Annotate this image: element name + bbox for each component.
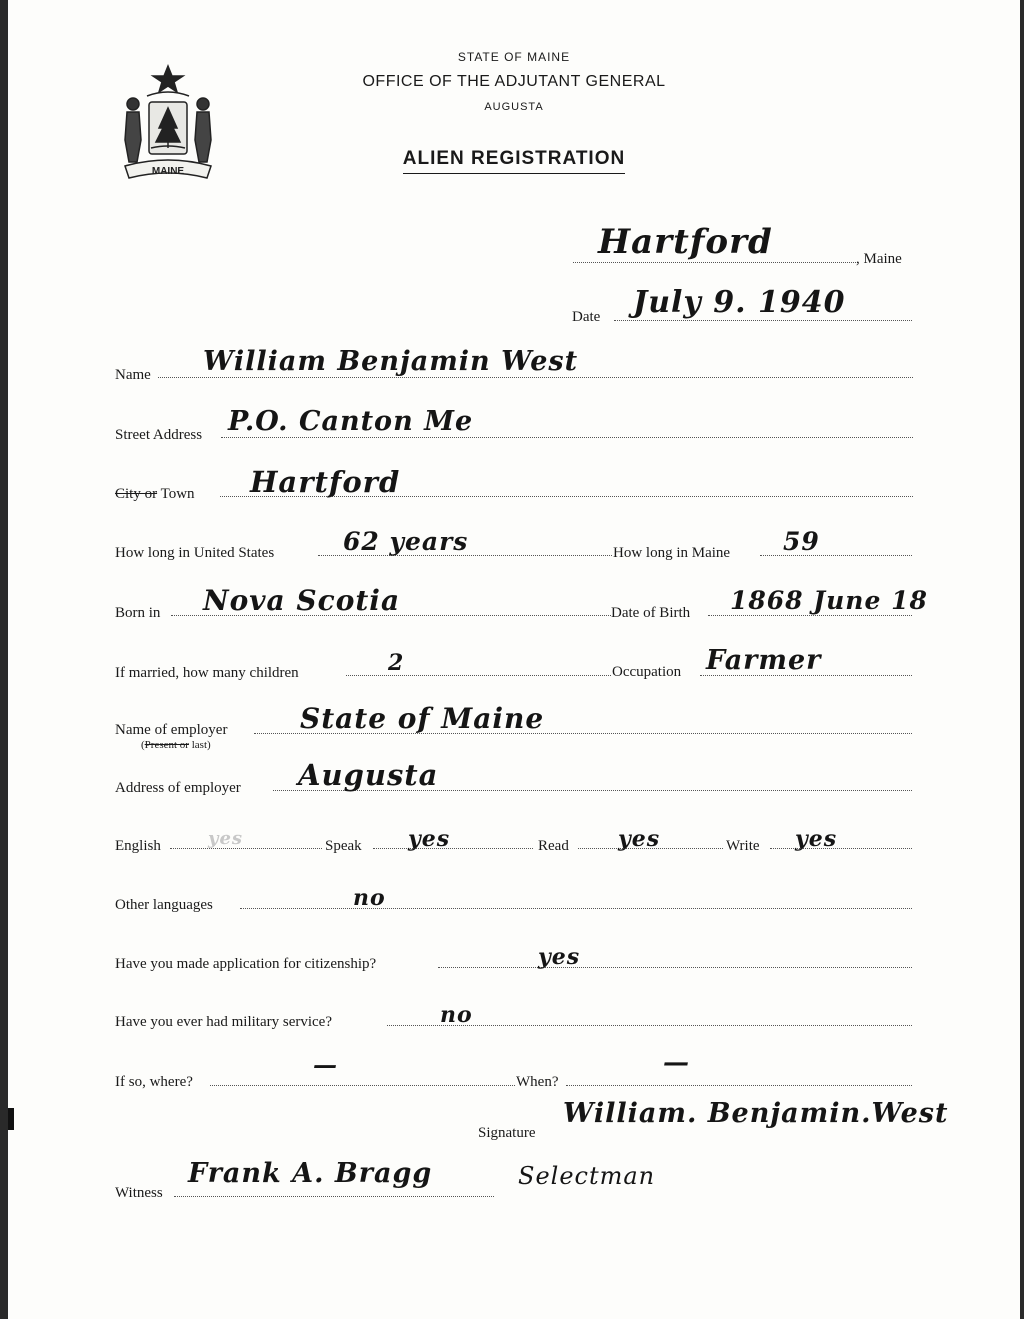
street-address-value: P.O. Canton Me <box>228 406 474 437</box>
town-value: Hartford <box>598 222 773 262</box>
city-town-value: Hartford <box>250 465 401 499</box>
years-in-us-value: 62 years <box>343 527 469 556</box>
children-label: If married, how many children <box>115 665 299 681</box>
speak-label: Speak <box>325 838 362 854</box>
when-value: — <box>663 1048 690 1078</box>
employer-sublabel: (Present or last) <box>141 739 211 751</box>
years-in-maine-value: 59 <box>783 527 820 556</box>
other-languages-label: Other languages <box>115 897 213 913</box>
signature-label: Signature <box>478 1125 536 1141</box>
occupation-value: Farmer <box>706 645 822 676</box>
maine-seal-icon <box>113 62 223 192</box>
registration-form <box>8 0 1020 1319</box>
military-service-label: Have you ever had military service? <box>115 1014 332 1030</box>
children-value: 2 <box>388 650 405 676</box>
born-in-label: Born in <box>115 605 161 621</box>
date-label: Date <box>572 309 601 325</box>
write-value: yes <box>795 826 838 852</box>
employer-label: Name of employer <box>115 722 228 738</box>
maine-label: , Maine <box>856 251 902 267</box>
where-value: — <box>313 1050 338 1079</box>
where-label: If so, where? <box>115 1074 193 1090</box>
name-label: Name <box>115 367 151 383</box>
name-value: William Benjamin West <box>203 346 579 377</box>
write-label: Write <box>726 838 760 854</box>
state-heading: STATE OF MAINE <box>457 50 571 64</box>
speak-value: yes <box>408 826 451 852</box>
years-in-us-label: How long in United States <box>115 545 275 561</box>
citizenship-label: Have you made application for citizenship? <box>115 956 377 972</box>
date-of-birth-label: Date of Birth <box>611 605 691 621</box>
english-label: English <box>115 838 161 854</box>
city-town-label: City or Town <box>115 486 195 502</box>
employer-address-value: Augusta <box>298 758 439 792</box>
form-title: ALIEN REGISTRATION <box>8 148 1020 170</box>
read-value: yes <box>618 826 661 852</box>
employer-address-label: Address of employer <box>115 780 241 796</box>
english-value: yes <box>208 828 244 849</box>
military-service-value: no <box>440 1002 473 1028</box>
born-in-value: Nova Scotia <box>203 584 401 617</box>
employer-value: State of Maine <box>300 702 545 735</box>
signature-value: William. Benjamin.West <box>563 1098 949 1129</box>
witness-value: Frank A. Bragg <box>188 1158 433 1189</box>
years-in-maine-label: How long in Maine <box>613 545 731 561</box>
scan-edge-mark <box>8 1108 14 1130</box>
city-heading: AUGUSTA <box>484 101 544 113</box>
svg-text:MAINE: MAINE <box>151 166 185 177</box>
witness-label: Witness <box>115 1185 163 1201</box>
read-label: Read <box>538 838 569 854</box>
occupation-label: Occupation <box>612 664 682 680</box>
street-address-label: Street Address <box>115 427 203 443</box>
when-label: When? <box>516 1074 559 1090</box>
office-heading: OFFICE OF THE ADJUTANT GENERAL <box>362 73 666 90</box>
citizenship-value: yes <box>538 944 581 970</box>
other-languages-value: no <box>353 885 386 911</box>
witness-title-value: Selectman <box>518 1162 656 1190</box>
date-of-birth-value: 1868 June 18 <box>730 586 928 615</box>
date-value: July 9. 1940 <box>633 285 846 320</box>
